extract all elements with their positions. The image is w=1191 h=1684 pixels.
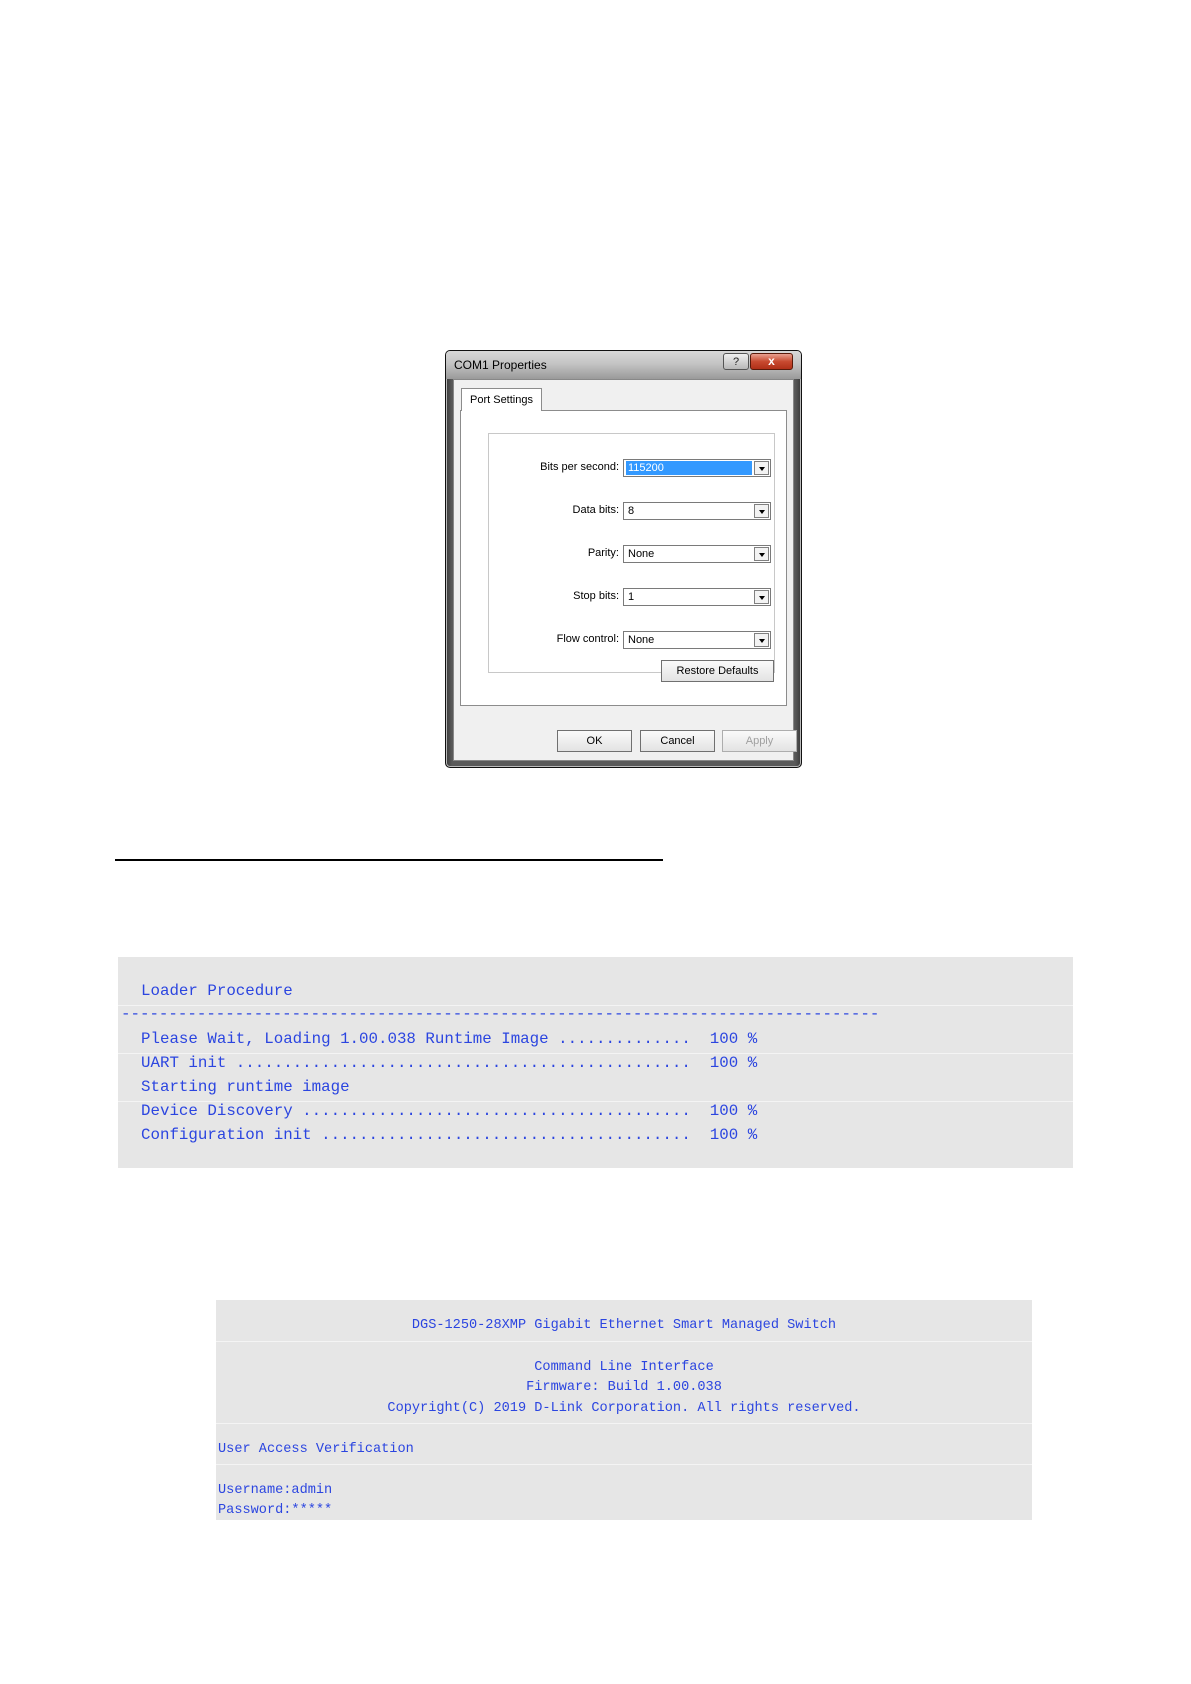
flow-control-row xyxy=(489,631,776,649)
data-bits-select[interactable] xyxy=(623,502,771,520)
flow-control-value: None xyxy=(628,634,655,646)
loader-line: Device Discovery ......................................... 100 % xyxy=(141,1102,758,1120)
dialog-title: COM1 Properties xyxy=(454,358,547,372)
loader-line: Starting runtime image xyxy=(141,1078,350,1096)
loader-separator: -------------------------------------------------------------------------------- xyxy=(121,1005,880,1023)
chevron-down-icon[interactable] xyxy=(754,461,769,475)
dialog-titlebar[interactable] xyxy=(446,351,801,379)
close-button[interactable]: x xyxy=(750,353,793,370)
help-button[interactable]: ? xyxy=(723,353,749,370)
parity-label: Parity: xyxy=(587,547,619,559)
cli-username: Username:admin xyxy=(218,1483,333,1498)
cli-copyright: Copyright(C) 2019 D-Link Corporation. All rights reserved. xyxy=(387,1401,861,1416)
loader-line: UART init ................................................ 100 % xyxy=(141,1054,758,1072)
parity-select[interactable] xyxy=(623,545,771,563)
chevron-down-icon[interactable] xyxy=(754,547,769,561)
bits-per-second-label: Bits per second: xyxy=(540,461,619,473)
loader-line: Loader Procedure xyxy=(141,982,293,1000)
apply-button[interactable]: Apply xyxy=(722,730,797,752)
loader-line: Please Wait, Loading 1.00.038 Runtime Image .............. 100 % xyxy=(141,1030,758,1048)
cli-product-name: DGS-1250-28XMP Gigabit Ethernet Smart Managed Switch xyxy=(411,1318,837,1333)
chevron-down-icon[interactable] xyxy=(754,504,769,518)
stop-bits-value: 1 xyxy=(628,591,635,603)
parity-row xyxy=(489,545,776,563)
ok-button[interactable]: OK xyxy=(557,730,632,752)
cli-password: Password:***** xyxy=(218,1503,333,1518)
bits-per-second-row xyxy=(489,459,776,477)
loader-output-block xyxy=(118,957,1073,1168)
stop-bits-label: Stop bits: xyxy=(573,590,619,602)
port-settings-group xyxy=(488,433,775,673)
cli-firmware: Firmware: Build 1.00.038 xyxy=(526,1380,722,1395)
data-bits-row xyxy=(489,502,776,520)
bits-per-second-select[interactable] xyxy=(623,459,771,477)
data-bits-value: 8 xyxy=(628,505,635,517)
tab-port-settings[interactable]: Port Settings xyxy=(461,388,542,411)
flow-control-label: Flow control: xyxy=(556,633,619,645)
cli-verification: User Access Verification xyxy=(218,1442,414,1457)
horizontal-rule xyxy=(115,859,663,861)
com1-properties-dialog xyxy=(445,350,802,768)
stop-bits-row xyxy=(489,588,776,606)
port-settings-panel xyxy=(460,410,787,706)
loader-line: Configuration init ....................................... 100 % xyxy=(141,1126,758,1144)
cancel-button[interactable]: Cancel xyxy=(640,730,715,752)
data-bits-label: Data bits: xyxy=(572,504,619,516)
chevron-down-icon[interactable] xyxy=(754,633,769,647)
restore-defaults-button[interactable]: Restore Defaults xyxy=(661,660,774,682)
bits-per-second-value: 115200 xyxy=(626,461,752,475)
cli-interface-title: Command Line Interface xyxy=(534,1360,714,1375)
stop-bits-select[interactable] xyxy=(623,588,771,606)
chevron-down-icon[interactable] xyxy=(754,590,769,604)
cli-output-block xyxy=(216,1300,1032,1520)
dialog-client-area xyxy=(453,379,794,761)
flow-control-select[interactable] xyxy=(623,631,771,649)
parity-value: None xyxy=(628,548,655,560)
